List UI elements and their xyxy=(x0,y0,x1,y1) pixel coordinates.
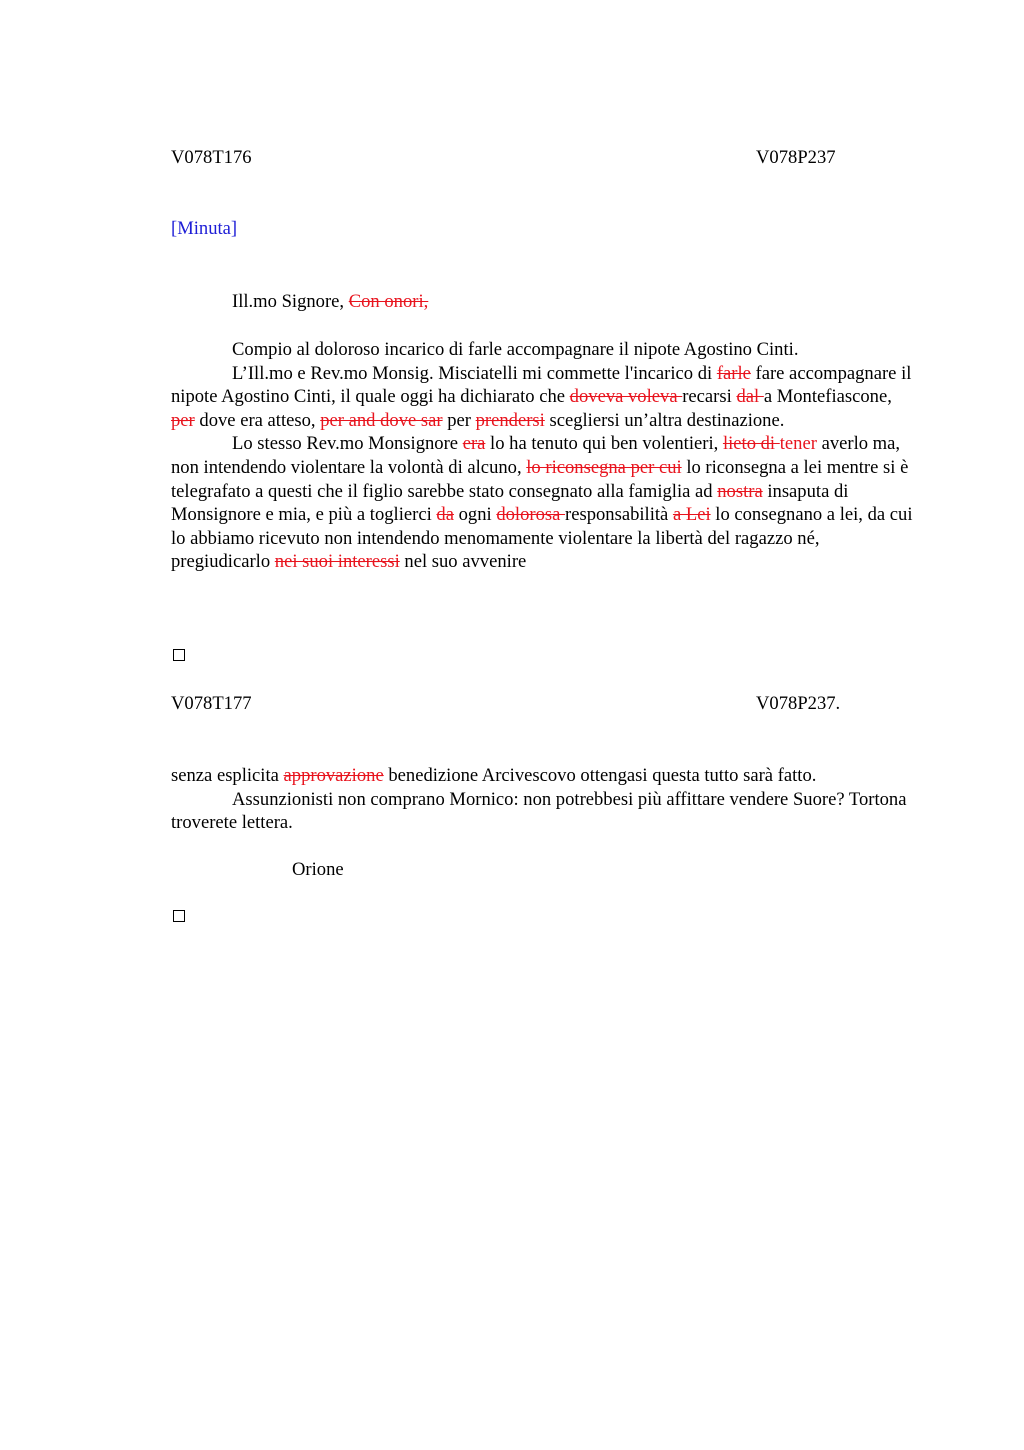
deleted-text: prendersi xyxy=(475,409,545,431)
text-run: ogni xyxy=(453,504,497,526)
deleted-text: farle xyxy=(716,362,751,384)
text-run: scegliersi un’altra destinazione. xyxy=(544,409,785,431)
salutation xyxy=(171,290,916,314)
page2-code-left: V078T177 xyxy=(171,693,252,714)
text-run: averlo ma, non intendendo violentare la volontà di alcuno, xyxy=(171,433,901,478)
deleted-text: lieto di xyxy=(722,433,780,455)
signature: Orione xyxy=(292,859,344,880)
paragraph-3 xyxy=(171,432,916,574)
text-run: nel suo avvenire xyxy=(399,551,527,573)
deleted-text: da xyxy=(436,504,454,526)
deleted-text: nei suoi interessi xyxy=(274,551,400,573)
page2-body xyxy=(171,764,916,835)
editorial-note: [Minuta] xyxy=(171,218,238,239)
page1-body xyxy=(171,338,916,574)
text-run: responsabilità xyxy=(565,504,673,526)
text-run: L’Ill.mo e Rev.mo Monsig. Misciatelli mi commette l'incarico di xyxy=(232,362,717,384)
page2-header xyxy=(171,692,916,716)
end-box-marker xyxy=(173,910,185,922)
paragraph-4 xyxy=(171,764,916,788)
paragraph-2 xyxy=(171,362,916,433)
deleted-text: era xyxy=(462,433,486,455)
text-run: lo consegnano a lei, da cui lo abbiamo ricevuto non intendendo menomamente violentare la libertà del ragazzo né, pregiudicarlo xyxy=(171,504,913,573)
page2-code-right: V078P237. xyxy=(756,693,841,714)
paragraph-1: Compio al doloroso incarico di farle accompagnare il nipote Agostino Cinti. xyxy=(232,339,799,360)
page1-header xyxy=(171,146,916,170)
deleted-text: nostra xyxy=(717,480,763,502)
deleted-text: approvazione xyxy=(283,765,384,786)
deleted-text: per xyxy=(171,409,195,431)
text-run: benedizione Arcivescovo ottengasi questa tutto sarà fatto. xyxy=(383,765,817,786)
text-run: lo ha tenuto qui ben volentieri, xyxy=(485,433,723,455)
text-run: insaputa di Monsignore e mia, e più a toglierci xyxy=(171,480,849,526)
deleted-text: per and dove sar xyxy=(320,409,443,431)
page1-code-right: V078P237 xyxy=(756,147,836,168)
text-run: Lo stesso Rev.mo Monsignore xyxy=(232,433,463,455)
paragraph-5: Assunzionisti non comprano Mornico: non potrebbesi più affittare vendere Suore? Tortona troverete lettera. xyxy=(171,788,907,834)
deleted-text: dal xyxy=(736,386,764,408)
text-run: dove era atteso, xyxy=(194,409,321,431)
text-run: senza esplicita xyxy=(171,765,284,786)
text-run: a Montefiascone, xyxy=(763,386,892,408)
deleted-text: a Lei xyxy=(672,504,711,526)
inserted-text: tener xyxy=(779,433,817,455)
deleted-text: doveva voleva xyxy=(569,386,683,408)
text-run: fare accompagnare il nipote Agostino Cinti, il quale oggi ha dichiarato che xyxy=(171,362,912,408)
page1-code-left: V078T176 xyxy=(171,147,252,168)
salutation-deleted: Con onori, xyxy=(348,291,429,312)
text-run: per xyxy=(442,409,476,431)
text-run: recarsi xyxy=(682,386,737,408)
salutation-text: Ill.mo Signore, xyxy=(232,291,349,312)
deleted-text: dolorosa xyxy=(496,504,566,526)
deleted-text: lo riconsegna per cui xyxy=(526,456,682,478)
text-run: lo riconsegna a lei mentre si è telegrafato a questi che il figlio sarebbe stato consegnato alla famiglia ad xyxy=(171,456,909,502)
end-box-marker xyxy=(173,649,185,661)
